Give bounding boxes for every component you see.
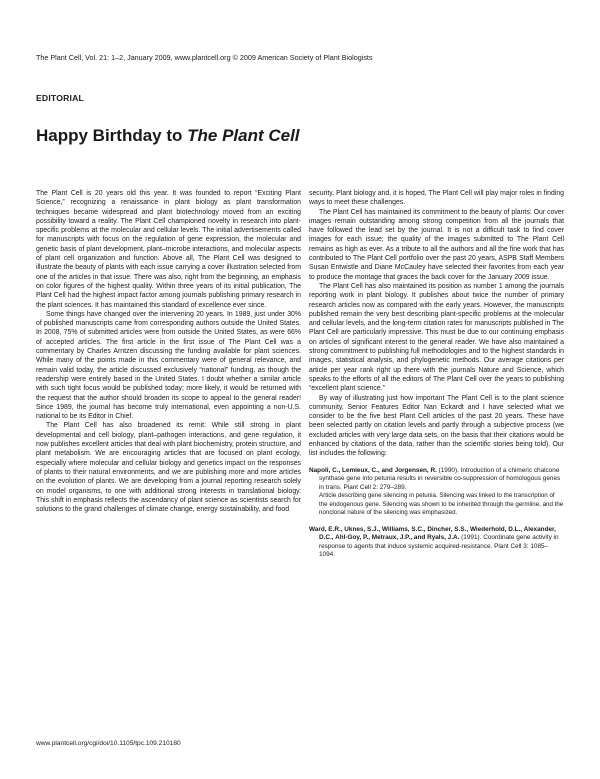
title-journal: The Plant Cell [187,126,300,145]
reference-1 [309,467,564,493]
left-paragraph-3: The Plant Cell has also broadened its remit: While still strong in plant developmental and cell biology, plant–pathogen interactions, and gene regulation, it now publishes excellent articles that deal with plant biochemistry, protein structure, and plant metabolism. We are encouraging articles that are focused on plant ecology, especially where molecular and cellular biology and genetics impact on the responses of plants to their natural environments, and we are publishing more and more articles on the evolution of plants. We are developing from a journal reporting research solely on model organisms, to one with additional strong interests in translational biology. This shift in emphasis reflects the ascendancy of plant science as scientists search for solutions to the grand challenges of climate change, energy sustainability, and food [36,422,301,514]
right-paragraph-4: By way of illustrating just how important The Plant Cell is to the plant science community, Senior Features Editor Nan Eckardt and I have selected what we consider to be the five best Plant Cell articles of the past 20 years. These have been selected partly on citation levels and partly through a subjective process (we excluded articles with very large data sets, on the basis that their citations would be enhanced by citations of the data, rather than the scientific stories being told). Our list includes the following: [309,394,564,458]
right-column [309,189,564,560]
article-title [36,126,300,146]
section-label: EDITORIAL [36,93,84,103]
reference-1-authors: Napoli, C., Lemieux, C., and Jorgensen, R. [309,466,437,474]
right-paragraph-1: security. Plant biology and, it is hoped, The Plant Cell will play major roles in finding ways to meet these challenges. [309,190,564,207]
reference-2-authors: Ward, E.R., Uknes, S.J., Williams, S.C., Dincher, S.S., Wiederhold, D.L., Alexander, D.C., Ahl-Goy, P., Metraux, J.P., and Ryals, J.A. [309,525,556,542]
right-paragraph-3: The Plant Cell has also maintained its position as number 1 among the journals reporting work in plant biology. It publishes about twice the number of primary research articles now as compared with the early years. However, the manuscripts published remain the very best describing plant-specific problems at the molecular and cellular levels, and the long-term citation rates for manuscripts published in The Plant Cell are particularly impressive. This must be due to our continuing emphasis on articles of significant interest to the general reader. We have also maintained a strong commitment to publishing full methodologies and to the highest standards in images, statistical analysis, and phylogenetic methods. Our average citations per article per year rank right up there with the journals Nature and Science, which speaks to the efforts of all the editors of The Plant Cell over the years to publishing “excellent plant science.” [309,282,564,393]
left-paragraph-2: Some things have changed over the intervening 20 years. In 1989, just under 30% of published manuscripts came from corresponding authors outside the United States. In 2008, 75% of submitted articles were from outside the United States, as were 66% of accepted articles. The first article in the first issue of The Plant Cell was a commentary by Charles Arntzen discussing the funding available for plant sciences. While many of the points made in this commentary were of general relevance, and remain valid today, the article discussed exclusively “national” funding, as though the readership were entirely based in the United States. I doubt whether a similar article with such tight focus would be published today; more likely, it would be returned with the request that the author should broaden its scope to appeal to the general reader! Since 1989, the journal has become truly international, even appointing a non-U.S. national to be its Editor in Chief. [36,310,301,421]
reference-2-citation: (1991). Coordinate gene activity in response to agents that induce systemic acquired-resistance. Plant Cell 3: 1085–1094. [319,534,559,559]
doi-link[interactable]: www.plantcell.org/cgi/doi/10.1105/tpc.109.210180 [36,740,181,747]
right-paragraph-2: The Plant Cell has maintained its commitment to the beauty of plants: Our cover images remain outstanding among strong competition from all the journals that have followed the lead set by the journal. It is not a difficult task to find cover images for each issue; the quality of the images submitted to The Plant Cell remains as high as ever. As a tribute to all the authors and all the fine work that has contributed to The Plant Cell portfolio over the past 20 years, ASPB Staff Members Susan Entwistle and Diane McCauley have selected their favorites from each year to produce the montage that graces the back cover for the January 2009 issue. [309,208,564,281]
reference-1-citation: (1990). Introduction of a chimeric chalcone synthase gene into petunia results in reversible co-suppression of homologous genes in trans. Plant Cell 2: 279–289. [319,466,561,491]
title-prefix: Happy Birthday to [36,126,188,145]
left-column [36,189,301,514]
reference-1-note: Article describing gene silencing in petunia. Silencing was linked to the transcription of the endogenous gene. Silencing was shown to be inherited through the germline, and the nonclonal nature of the silencing was emphasized. [319,492,564,517]
journal-header: The Plant Cell, Vol. 21: 1–2, January 2009, www.plantcell.org © 2009 American Society of Plant Biologists [36,53,373,62]
reference-2 [309,526,564,560]
left-paragraph-1: The Plant Cell is 20 years old this year. It was founded to report “Exciting Plant Science,” recognizing a renaissance in plant biology as plant transformation techniques became widespread and plant biotechnology moved from an exciting possibility toward a reality. The Plant Cell championed novelty in research into plant-specific problems at the molecular and cellular levels. The initial advertisements called for manuscripts with focus on the regulation of gene expression, the molecular and genetic basis of plant development, plant–microbe interactions, and molecular aspects of plant cell organization and function. Above all, The Plant Cell was designed to illustrate the beauty of plants with each issue carrying a cover illustration selected from one of the articles in that issue. There was also, right from the beginning, an emphasis on color figures of the highest quality. Within three years of its initial publication, The Plant Cell had the highest impact factor among journals publishing primary research in the plant sciences. It has maintained this standard of excellence ever since. [36,190,301,309]
